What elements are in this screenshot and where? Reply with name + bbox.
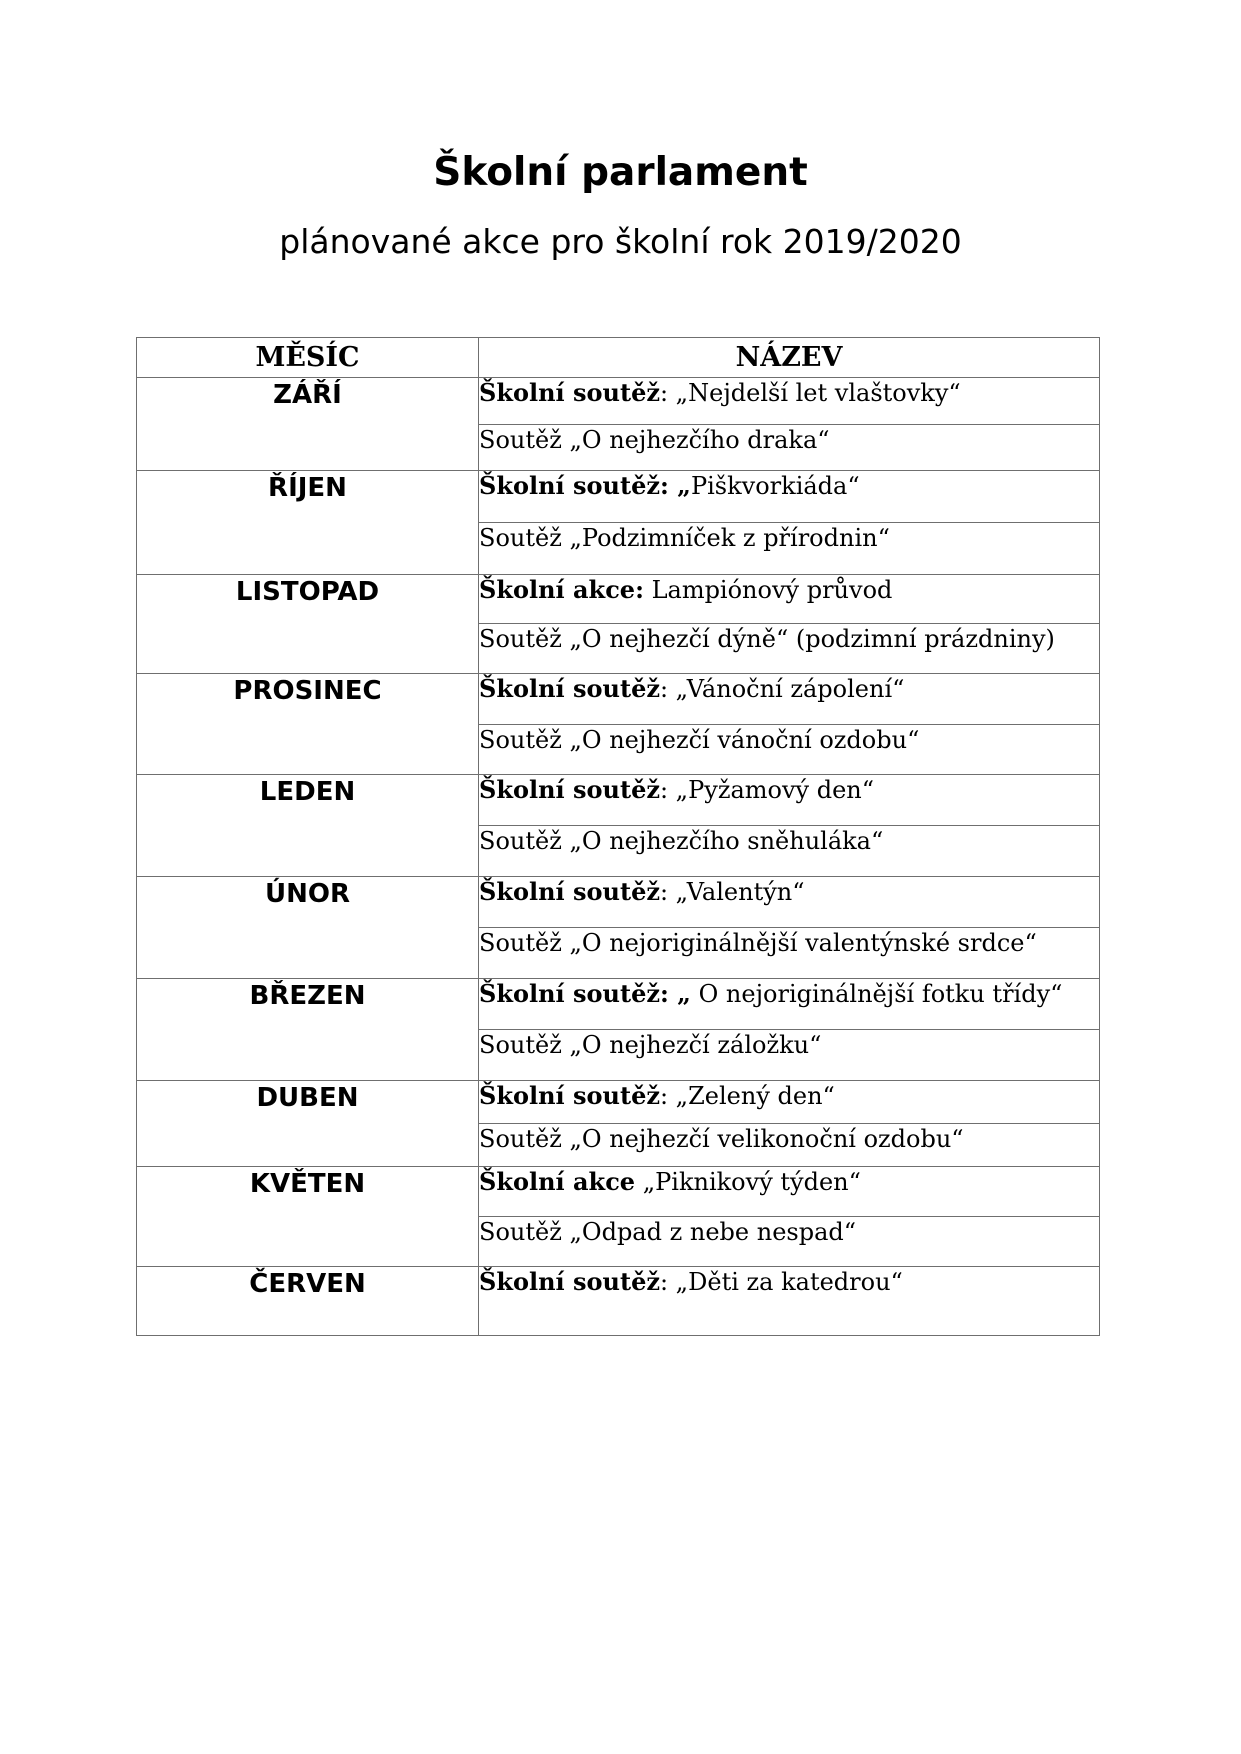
page-title: Školní parlament bbox=[433, 150, 808, 195]
month-cell: BŘEZEN bbox=[137, 979, 479, 1081]
month-cell: KVĚTEN bbox=[137, 1167, 479, 1267]
event-cell bbox=[479, 624, 1100, 674]
event-text: : „Děti za katedrou“ bbox=[659, 1268, 903, 1296]
month-cell: LISTOPAD bbox=[137, 575, 479, 674]
table-row bbox=[137, 471, 1100, 523]
table-row bbox=[137, 1267, 1100, 1336]
event-kind: Školní soutěž bbox=[479, 674, 660, 703]
event-text: Soutěž „O nejhezčí záložku“ bbox=[479, 1031, 822, 1059]
event-cell bbox=[479, 674, 1100, 725]
header-month: MĚSÍC bbox=[137, 338, 479, 378]
event-text: Piškvorkiáda“ bbox=[690, 472, 860, 500]
event-kind: Školní soutěž bbox=[479, 775, 660, 804]
month-cell: ČERVEN bbox=[137, 1267, 479, 1336]
event-cell bbox=[479, 378, 1100, 425]
event-text: Soutěž „O nejhezčí vánoční ozdobu“ bbox=[479, 726, 920, 754]
header-name: NÁZEV bbox=[479, 338, 1100, 378]
event-cell bbox=[479, 471, 1100, 523]
month-cell: LEDEN bbox=[137, 775, 479, 877]
event-kind: Školní soutěž: „ bbox=[479, 979, 691, 1008]
table-row bbox=[137, 1167, 1100, 1217]
event-kind: Školní soutěž bbox=[479, 1081, 660, 1110]
event-kind: Školní soutěž bbox=[479, 1267, 660, 1296]
page-subtitle: plánované akce pro školní rok 2019/2020 bbox=[279, 222, 962, 261]
event-cell bbox=[479, 1217, 1100, 1267]
event-cell bbox=[479, 1124, 1100, 1167]
event-kind: Školní akce: bbox=[479, 575, 644, 604]
event-text: Soutěž „Odpad z nebe nespad“ bbox=[479, 1218, 857, 1246]
event-cell bbox=[479, 523, 1100, 575]
event-kind: Školní soutěž: „ bbox=[479, 471, 691, 500]
event-text: Soutěž „O nejhezčího sněhuláka“ bbox=[479, 827, 884, 855]
table-row bbox=[137, 575, 1100, 624]
event-text: Soutěž „O nejhezčí dýně“ (podzimní prázdniny) bbox=[479, 625, 1055, 653]
plan-table bbox=[136, 337, 1100, 1336]
table-row bbox=[137, 378, 1100, 425]
event-cell bbox=[479, 979, 1100, 1030]
event-cell bbox=[479, 1081, 1100, 1124]
table-row bbox=[137, 775, 1100, 826]
plan-table-body bbox=[137, 338, 1100, 1336]
month-cell: ÚNOR bbox=[137, 877, 479, 979]
event-cell bbox=[479, 1267, 1100, 1336]
month-cell: DUBEN bbox=[137, 1081, 479, 1167]
event-cell bbox=[479, 1167, 1100, 1217]
event-text: „Piknikový týden“ bbox=[635, 1168, 861, 1196]
event-text: : „Pyžamový den“ bbox=[659, 776, 875, 804]
event-cell bbox=[479, 877, 1100, 928]
table-row bbox=[137, 979, 1100, 1030]
table-header-row bbox=[137, 338, 1100, 378]
event-cell bbox=[479, 725, 1100, 775]
month-cell: ŘÍJEN bbox=[137, 471, 479, 575]
event-cell bbox=[479, 575, 1100, 624]
event-cell bbox=[479, 425, 1100, 471]
event-text: : „Valentýn“ bbox=[659, 878, 805, 906]
event-text: Soutěž „O nejhezčího draka“ bbox=[479, 426, 830, 454]
event-kind: Školní soutěž bbox=[479, 877, 660, 906]
event-text: Soutěž „O nejhezčí velikonoční ozdobu“ bbox=[479, 1125, 964, 1153]
month-cell: PROSINEC bbox=[137, 674, 479, 775]
table-row bbox=[137, 1081, 1100, 1124]
event-text: O nejoriginálnější fotku třídy“ bbox=[690, 980, 1063, 1008]
month-cell: ZÁŘÍ bbox=[137, 378, 479, 471]
event-kind: Školní akce bbox=[479, 1167, 636, 1196]
table-row bbox=[137, 674, 1100, 725]
event-text: : „Vánoční zápolení“ bbox=[659, 675, 905, 703]
event-cell bbox=[479, 928, 1100, 979]
event-cell bbox=[479, 1030, 1100, 1081]
event-text: Soutěž „O nejoriginálnější valentýnské srdce“ bbox=[479, 929, 1037, 957]
event-text: Lampiónový průvod bbox=[643, 576, 893, 604]
event-text: : „Zelený den“ bbox=[659, 1082, 835, 1110]
event-text: : „Nejdelší let vlaštovky“ bbox=[659, 379, 961, 407]
event-cell bbox=[479, 775, 1100, 826]
table-row bbox=[137, 877, 1100, 928]
event-cell bbox=[479, 826, 1100, 877]
event-kind: Školní soutěž bbox=[479, 378, 660, 407]
event-text: Soutěž „Podzimníček z přírodnin“ bbox=[479, 524, 890, 552]
